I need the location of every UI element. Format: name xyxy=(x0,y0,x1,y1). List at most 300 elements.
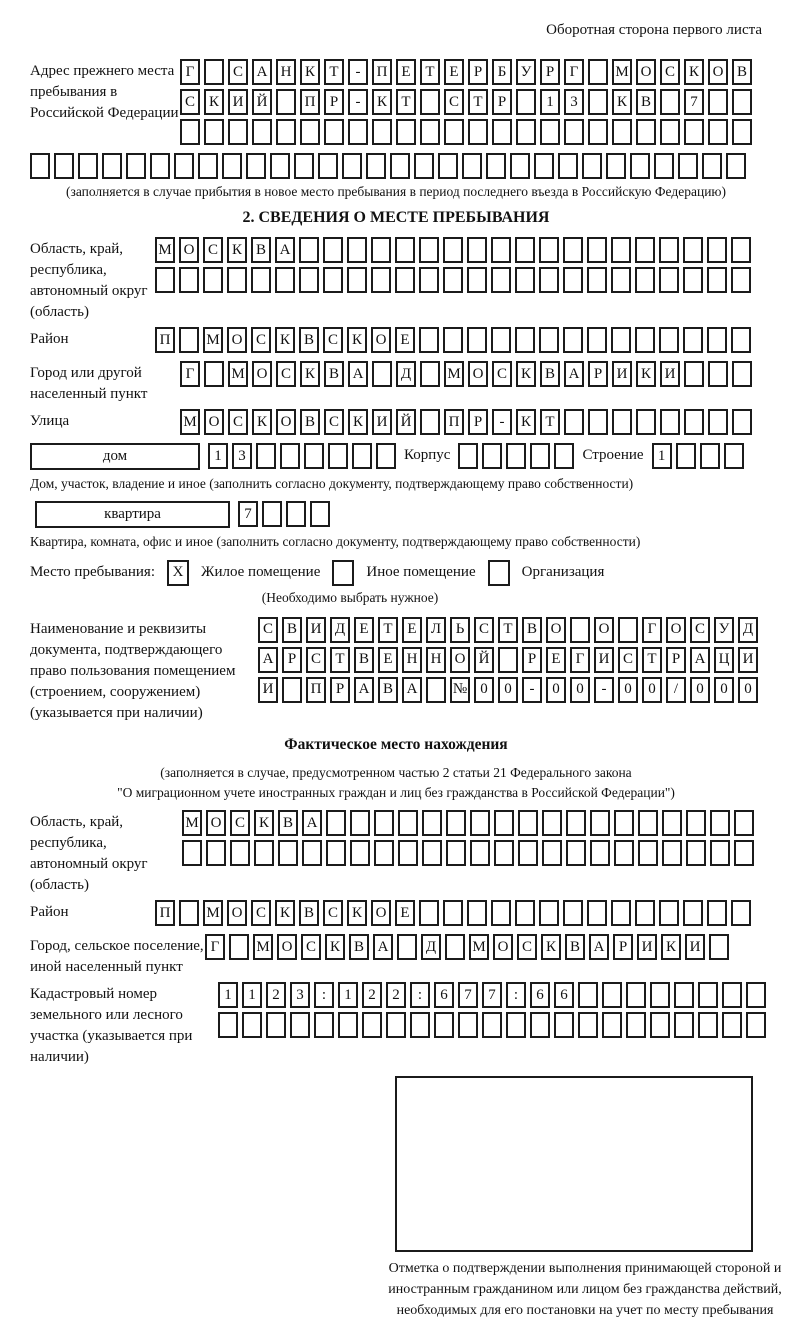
char-box xyxy=(636,409,656,435)
char-box xyxy=(372,119,392,145)
char-box xyxy=(708,89,728,115)
street-row xyxy=(180,409,752,435)
char-box: 2 xyxy=(362,982,382,1008)
char-box: 3 xyxy=(290,982,310,1008)
char-box: Т xyxy=(396,89,416,115)
char-box: С xyxy=(203,237,223,263)
char-box: О xyxy=(179,237,199,263)
char-box xyxy=(326,810,346,836)
char-box xyxy=(542,810,562,836)
char-box xyxy=(376,443,396,469)
previous-address-label: Адрес прежнего места пребывания в Российской Федерации xyxy=(30,63,179,121)
char-box xyxy=(590,840,610,866)
char-box xyxy=(470,840,490,866)
char-box xyxy=(347,267,367,293)
char-box: Е xyxy=(396,59,416,85)
char-box: О xyxy=(227,900,247,926)
char-box xyxy=(262,501,282,527)
char-box: - xyxy=(522,677,542,703)
char-box xyxy=(626,1012,646,1038)
char-box: В xyxy=(349,934,369,960)
apartment-cells xyxy=(238,501,330,527)
char-box: - xyxy=(348,59,368,85)
char-box xyxy=(228,119,248,145)
char-box xyxy=(395,267,415,293)
char-box xyxy=(554,1012,574,1038)
char-box: И xyxy=(228,89,248,115)
char-box xyxy=(564,119,584,145)
actual-location-note-2: "О миграционном учете иностранных граждан и лиц без гражданства в Российской Федерации") xyxy=(117,785,675,801)
char-box: С xyxy=(618,647,638,673)
char-box xyxy=(204,119,224,145)
char-box xyxy=(635,237,655,263)
char-box: И xyxy=(372,409,392,435)
char-box xyxy=(606,153,626,179)
char-box: К xyxy=(300,59,320,85)
char-box: Г xyxy=(642,617,662,643)
cadastre-label: Кадастровый номер земельного или лесного участка (указывается при наличии) xyxy=(30,986,193,1066)
char-box: 2 xyxy=(386,982,406,1008)
char-box xyxy=(563,900,583,926)
char-box: 1 xyxy=(208,443,228,469)
char-box xyxy=(686,810,706,836)
char-box xyxy=(362,1012,382,1038)
char-box: Е xyxy=(546,647,566,673)
char-box: П xyxy=(444,409,464,435)
char-box: В xyxy=(565,934,585,960)
char-box: Р xyxy=(330,677,350,703)
char-box: О xyxy=(493,934,513,960)
char-box xyxy=(515,900,535,926)
char-box: К xyxy=(612,89,632,115)
char-box xyxy=(710,810,730,836)
cadastre-row-1 xyxy=(218,982,766,1008)
char-box xyxy=(419,267,439,293)
char-box xyxy=(515,327,535,353)
char-box: С xyxy=(323,900,343,926)
char-box xyxy=(294,153,314,179)
char-box xyxy=(732,89,752,115)
char-box: Ц xyxy=(714,647,734,673)
char-box: 7 xyxy=(482,982,502,1008)
char-box xyxy=(467,327,487,353)
char-box: М xyxy=(182,810,202,836)
char-box: А xyxy=(402,677,422,703)
char-box xyxy=(588,409,608,435)
char-box xyxy=(534,153,554,179)
region-label: Область, край, республика, автономный округ (область) xyxy=(30,241,148,321)
char-box: 0 xyxy=(738,677,758,703)
char-box: И xyxy=(660,361,680,387)
korpus-cells xyxy=(458,443,574,469)
char-box: С xyxy=(228,59,248,85)
char-box xyxy=(352,443,372,469)
char-box: 7 xyxy=(238,501,258,527)
stroenie-cells xyxy=(652,443,744,469)
field-street xyxy=(30,409,762,439)
char-box: Ь xyxy=(450,617,470,643)
char-box xyxy=(516,89,536,115)
char-box xyxy=(482,1012,502,1038)
char-box: П xyxy=(300,89,320,115)
char-box xyxy=(678,153,698,179)
page-side-note: Оборотная сторона первого листа xyxy=(546,22,762,38)
char-box xyxy=(390,153,410,179)
char-box: М xyxy=(444,361,464,387)
char-box: : xyxy=(410,982,430,1008)
char-box xyxy=(444,119,464,145)
char-box xyxy=(347,237,367,263)
actual-region-rows xyxy=(182,810,754,870)
char-box: Е xyxy=(378,647,398,673)
char-box xyxy=(612,119,632,145)
char-box: С xyxy=(324,409,344,435)
title-document-row-2 xyxy=(258,647,758,673)
char-box xyxy=(371,237,391,263)
char-box: 3 xyxy=(564,89,584,115)
char-box: 1 xyxy=(242,982,262,1008)
stay-option-organization-label: Организация xyxy=(521,564,605,581)
char-box xyxy=(570,617,590,643)
char-box xyxy=(179,900,199,926)
char-box xyxy=(443,900,463,926)
char-box xyxy=(494,840,514,866)
actual-district-rows xyxy=(155,900,751,930)
char-box: К xyxy=(227,237,247,263)
char-box: О xyxy=(708,59,728,85)
char-box xyxy=(280,443,300,469)
apartment-row xyxy=(35,501,762,531)
char-box: А xyxy=(564,361,584,387)
char-box: М xyxy=(612,59,632,85)
char-box: Р xyxy=(666,647,686,673)
char-box xyxy=(203,267,223,293)
char-box: Е xyxy=(354,617,374,643)
char-box xyxy=(650,1012,670,1038)
char-box xyxy=(386,1012,406,1038)
char-box xyxy=(611,267,631,293)
char-box: Л xyxy=(426,617,446,643)
char-box xyxy=(588,59,608,85)
char-box xyxy=(438,153,458,179)
char-box: Т xyxy=(468,89,488,115)
field-city xyxy=(30,361,762,405)
char-box: П xyxy=(155,900,175,926)
confirmation-stamp-caption: Отметка о подтверждении выполнения принимающей стороной и иностранным гражданином или лицом без гражданства действий, необходимых для его постановки на учет по месту пребывания xyxy=(388,1261,782,1319)
char-box: А xyxy=(589,934,609,960)
char-box: В xyxy=(278,810,298,836)
char-box xyxy=(731,900,751,926)
char-box: В xyxy=(300,409,320,435)
char-box: О xyxy=(546,617,566,643)
char-box xyxy=(563,327,583,353)
char-box xyxy=(328,443,348,469)
char-box xyxy=(204,59,224,85)
char-box: И xyxy=(306,617,326,643)
char-box: 1 xyxy=(338,982,358,1008)
char-box xyxy=(342,153,362,179)
char-box xyxy=(494,810,514,836)
char-box: И xyxy=(612,361,632,387)
char-box: Н xyxy=(276,59,296,85)
char-box: У xyxy=(714,617,734,643)
char-box xyxy=(530,1012,550,1038)
char-box: М xyxy=(180,409,200,435)
char-box: 1 xyxy=(652,443,672,469)
char-box xyxy=(674,1012,694,1038)
char-box: 0 xyxy=(690,677,710,703)
char-box xyxy=(374,840,394,866)
char-box xyxy=(410,1012,430,1038)
char-box xyxy=(563,267,583,293)
city-rows xyxy=(180,361,752,391)
char-box: С xyxy=(660,59,680,85)
actual-region-row-1 xyxy=(182,810,754,836)
actual-district-label: Район xyxy=(30,904,69,921)
house-row xyxy=(30,443,762,473)
char-box xyxy=(275,267,295,293)
char-box: - xyxy=(492,409,512,435)
char-box xyxy=(462,153,482,179)
char-box xyxy=(539,237,559,263)
char-box xyxy=(419,237,439,263)
char-box: П xyxy=(306,677,326,703)
char-box xyxy=(676,443,696,469)
char-box xyxy=(467,900,487,926)
char-box xyxy=(722,982,742,1008)
previous-address-row-4 xyxy=(30,153,762,179)
char-box xyxy=(587,267,607,293)
char-box: М xyxy=(155,237,175,263)
char-box xyxy=(566,810,586,836)
char-box xyxy=(467,267,487,293)
char-box: И xyxy=(594,647,614,673)
char-box xyxy=(443,327,463,353)
char-box xyxy=(491,900,511,926)
char-box xyxy=(338,1012,358,1038)
char-box xyxy=(372,361,392,387)
district-label: Район xyxy=(30,331,69,348)
char-box: 0 xyxy=(618,677,638,703)
char-box: Т xyxy=(378,617,398,643)
char-box xyxy=(54,153,74,179)
char-box xyxy=(398,810,418,836)
char-box xyxy=(659,237,679,263)
char-box: Д xyxy=(330,617,350,643)
char-box xyxy=(323,267,343,293)
char-box xyxy=(515,237,535,263)
previous-address-row-3 xyxy=(180,119,752,145)
char-box: О xyxy=(277,934,297,960)
char-box: К xyxy=(684,59,704,85)
char-box: И xyxy=(637,934,657,960)
region-row-1 xyxy=(155,237,751,263)
char-box: К xyxy=(516,361,536,387)
char-box xyxy=(726,153,746,179)
char-box: Е xyxy=(402,617,422,643)
char-box: С xyxy=(251,900,271,926)
apartment-label-box: квартира xyxy=(35,501,230,528)
char-box: Р xyxy=(522,647,542,673)
char-box xyxy=(182,840,202,866)
char-box: А xyxy=(252,59,272,85)
char-box xyxy=(300,119,320,145)
char-box xyxy=(206,840,226,866)
checkbox-other-premises xyxy=(332,560,354,586)
char-box: С xyxy=(444,89,464,115)
char-box: 7 xyxy=(458,982,478,1008)
char-box xyxy=(218,1012,238,1038)
char-box xyxy=(420,409,440,435)
char-box xyxy=(614,840,634,866)
char-box xyxy=(155,267,175,293)
char-box xyxy=(635,267,655,293)
char-box xyxy=(310,501,330,527)
char-box: К xyxy=(347,900,367,926)
char-box xyxy=(102,153,122,179)
actual-region-label: Область, край, республика, автономный округ (область) xyxy=(30,814,148,894)
char-box xyxy=(278,840,298,866)
char-box: И xyxy=(738,647,758,673)
previous-address-rows xyxy=(180,59,752,149)
char-box: В xyxy=(299,900,319,926)
char-box: 1 xyxy=(540,89,560,115)
char-box xyxy=(515,267,535,293)
char-box xyxy=(491,237,511,263)
char-box: - xyxy=(348,89,368,115)
char-box: 1 xyxy=(218,982,238,1008)
char-box xyxy=(660,409,680,435)
char-box xyxy=(491,267,511,293)
char-box: 0 xyxy=(474,677,494,703)
actual-city-row xyxy=(205,934,729,960)
char-box xyxy=(446,840,466,866)
actual-city-label: Город, сельское поселение, иной населенный пункт xyxy=(30,938,204,976)
char-box: В xyxy=(354,647,374,673)
char-box xyxy=(587,327,607,353)
char-box: 0 xyxy=(642,677,662,703)
char-box xyxy=(445,934,465,960)
char-box xyxy=(251,267,271,293)
street-rows xyxy=(180,409,752,439)
char-box xyxy=(659,327,679,353)
char-box: А xyxy=(690,647,710,673)
char-box xyxy=(230,840,250,866)
char-box: Т xyxy=(498,617,518,643)
char-box: К xyxy=(275,327,295,353)
char-box xyxy=(276,119,296,145)
char-box xyxy=(420,361,440,387)
char-box xyxy=(707,237,727,263)
char-box: У xyxy=(516,59,536,85)
char-box xyxy=(708,119,728,145)
char-box xyxy=(732,409,752,435)
cadastre-rows xyxy=(218,982,766,1042)
korpus-label: Корпус xyxy=(404,447,451,464)
char-box: Й xyxy=(396,409,416,435)
region-rows xyxy=(155,237,751,297)
char-box xyxy=(491,327,511,353)
street-label: Улица xyxy=(30,413,70,430)
char-box xyxy=(467,237,487,263)
previous-address-row-1 xyxy=(180,59,752,85)
char-box: В xyxy=(522,617,542,643)
char-box: А xyxy=(354,677,374,703)
char-box xyxy=(734,810,754,836)
char-box: С xyxy=(306,647,326,673)
title-document-label: Наименование и реквизиты документа, подтверждающего право пользования помещением (строением, сооружением) (указывается при наличии) xyxy=(30,620,236,721)
char-box: А xyxy=(373,934,393,960)
char-box: Й xyxy=(474,647,494,673)
char-box xyxy=(299,237,319,263)
char-box xyxy=(662,810,682,836)
char-box xyxy=(698,982,718,1008)
char-box xyxy=(446,810,466,836)
char-box: С xyxy=(276,361,296,387)
char-box xyxy=(443,237,463,263)
char-box xyxy=(414,153,434,179)
char-box xyxy=(420,89,440,115)
char-box xyxy=(746,1012,766,1038)
char-box xyxy=(468,119,488,145)
char-box xyxy=(684,361,704,387)
char-box: С xyxy=(258,617,278,643)
char-box xyxy=(458,443,478,469)
char-box xyxy=(506,1012,526,1038)
char-box: 0 xyxy=(498,677,518,703)
char-box xyxy=(683,900,703,926)
char-box: М xyxy=(253,934,273,960)
actual-location-title: Фактическое место нахождения xyxy=(284,735,508,753)
char-box: № xyxy=(450,677,470,703)
char-box: Т xyxy=(420,59,440,85)
char-box xyxy=(731,237,751,263)
stay-type-note: (Необходимо выбрать нужное) xyxy=(261,589,439,605)
char-box: С xyxy=(301,934,321,960)
char-box xyxy=(702,153,722,179)
char-box xyxy=(229,934,249,960)
char-box xyxy=(397,934,417,960)
char-box: К xyxy=(252,409,272,435)
char-box: К xyxy=(516,409,536,435)
char-box: 6 xyxy=(434,982,454,1008)
actual-city-rows xyxy=(205,934,729,964)
char-box: А xyxy=(258,647,278,673)
char-box: Д xyxy=(421,934,441,960)
char-box: В xyxy=(378,677,398,703)
char-box xyxy=(554,443,574,469)
char-box: Р xyxy=(468,59,488,85)
char-box xyxy=(650,982,670,1008)
char-box xyxy=(611,900,631,926)
house-label-box: дом xyxy=(30,443,200,470)
char-box: Е xyxy=(395,327,415,353)
char-box xyxy=(684,409,704,435)
char-box: А xyxy=(275,237,295,263)
char-box: Р xyxy=(613,934,633,960)
char-box xyxy=(612,409,632,435)
char-box: 3 xyxy=(232,443,252,469)
char-box xyxy=(150,153,170,179)
char-box xyxy=(659,267,679,293)
char-box: М xyxy=(203,327,223,353)
char-box: П xyxy=(155,327,175,353)
char-box xyxy=(710,840,730,866)
char-box xyxy=(630,153,650,179)
char-box xyxy=(654,153,674,179)
char-box: Р xyxy=(540,59,560,85)
char-box xyxy=(709,934,729,960)
